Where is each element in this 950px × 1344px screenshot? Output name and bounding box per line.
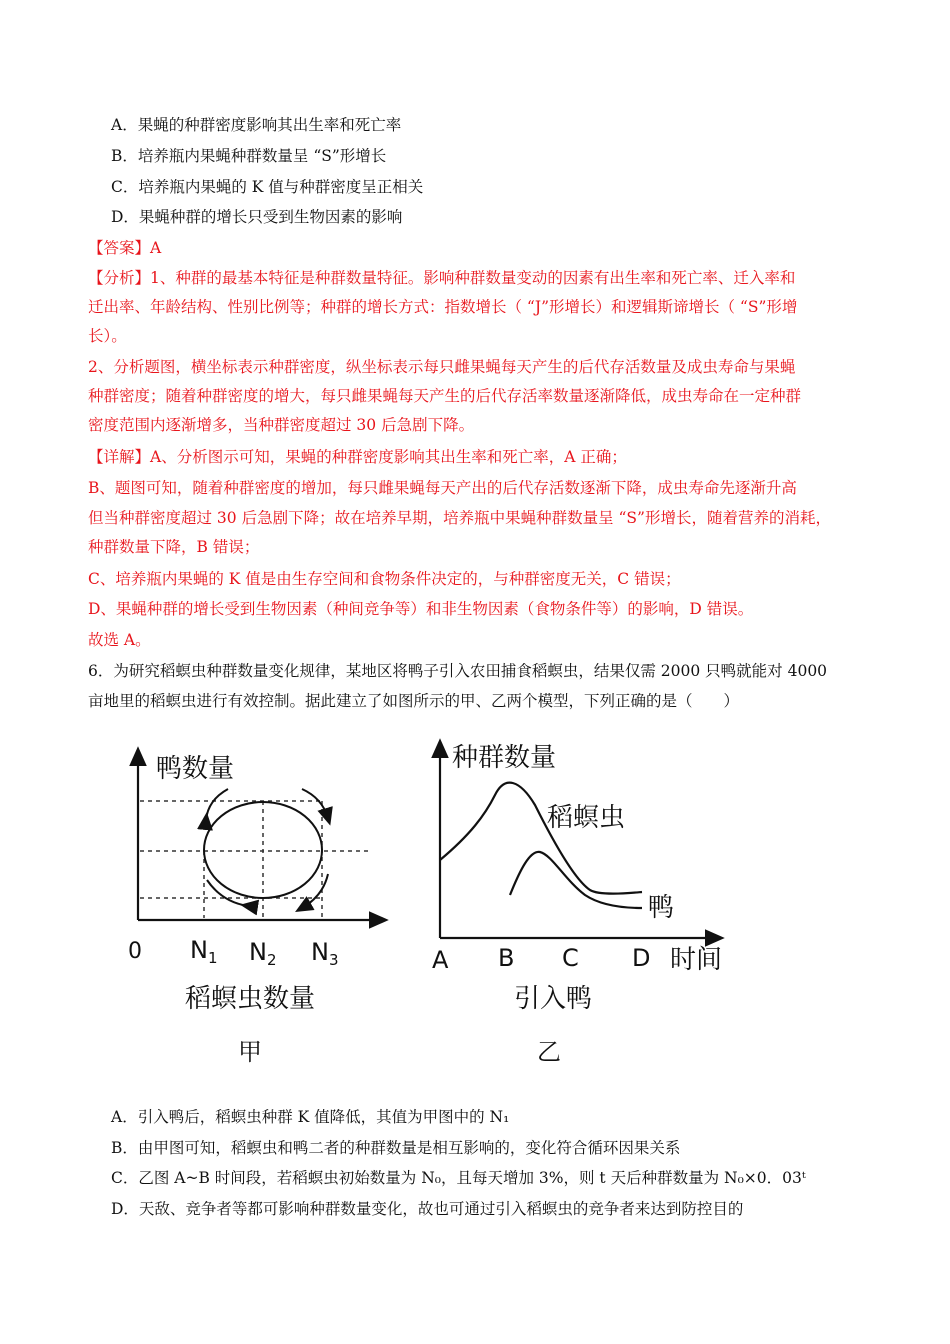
- analysis-line: 密度范围内逐渐增多，当种群密度超过 30 后急剧下降。: [88, 416, 475, 434]
- q5-option-d: D．果蝇种群的增长只受到生物因素的影响: [111, 208, 403, 226]
- jia-x-label: 稻螟虫数量: [185, 984, 316, 1014]
- q5-option-b: B．培养瓶内果蝇种群数量呈 “S”形增长: [111, 147, 387, 165]
- jia-cycle-arrow: [302, 874, 328, 908]
- detail-line: 【详解】A、分析图示可知，果蝇的种群密度影响其出生率和死亡率，A 正确；: [88, 448, 627, 466]
- detail-line: 但当种群密度超过 30 后急剧下降；故在培养早期，培养瓶中果蝇种群数量呈 “S”形增长，随着营养的消耗，: [88, 509, 831, 527]
- jia-tick-n3: $N_3$: [311, 938, 339, 969]
- yi-tick-b: B: [498, 944, 515, 972]
- q6-figures: [0, 730, 950, 1075]
- yi-note: 引入鸭: [514, 984, 593, 1014]
- jia-tick-n1: $N_1$: [190, 936, 218, 967]
- analysis-line: 【分析】1、种群的最基本特征是种群数量特征。影响种群数量变动的因素有出生率和死亡率、迁入率和: [88, 269, 796, 287]
- yi-curve1-label: 稻螟虫: [547, 803, 626, 833]
- q6-stem-line: 亩地里的稻螟虫进行有效控制。据此建立了如图所示的甲、乙两个模型，下列正确的是（ ）: [88, 692, 740, 710]
- jia-caption: 甲: [238, 1038, 262, 1066]
- jia-cycle-arrow: [206, 789, 228, 820]
- q6-option-b: B．由甲图可知，稻螟虫和鸭二者的种群数量是相互影响的，变化符合循环因果关系: [111, 1139, 681, 1157]
- q5-option-a: A．果蝇的种群密度影响其出生率和死亡率: [111, 116, 402, 134]
- jia-origin: 0: [128, 939, 142, 964]
- detail-line: B、题图可知，随着种群密度的增加，每只雌果蝇每天产出的后代存活数逐渐下降，成虫寿命先逐渐升高: [88, 479, 797, 497]
- yi-tick-c: C: [562, 944, 579, 972]
- jia-cycle-arrow: [207, 880, 248, 906]
- q6-stem-line: 6．为研究稻螟虫种群数量变化规律，某地区将鸭子引入农田捕食稻螟虫，结果仅需 2000 只鸭就能对 4000: [88, 662, 828, 680]
- yi-caption: 乙: [537, 1038, 561, 1066]
- figure-jia: [128, 754, 380, 1066]
- detail-line: D、果蝇种群的增长受到生物因素（种间竞争等）和非生物因素（食物条件等）的影响，D 错误。: [88, 600, 754, 618]
- yi-curve-duck: [510, 852, 642, 908]
- yi-curve-rice-borer: [440, 783, 642, 894]
- figure-yi: [432, 743, 722, 1066]
- yi-y-label: 种群数量: [452, 743, 557, 773]
- q6-option-d: D．天敌、竞争者等都可影响种群数量变化，故也可通过引入稻螟虫的竞争者来达到防控目的: [111, 1200, 744, 1218]
- q5-option-c: C．培养瓶内果蝇的 K 值与种群密度呈正相关: [111, 178, 424, 196]
- detail-line: 种群数量下降，B 错误；: [88, 538, 260, 556]
- detail-line: C、培养瓶内果蝇的 K 值是由生存空间和食物条件决定的，与种群密度无关，C 错误；: [88, 570, 681, 588]
- detail-line: 故选 A。: [88, 631, 151, 649]
- yi-tick-d: D: [632, 944, 651, 972]
- analysis-line: 迁出率、年龄结构、性别比例等；种群的增长方式：指数增长（ “J”形增长）和逻辑斯谛增长（ “S”形增: [88, 298, 798, 316]
- jia-cycle-arrow: [302, 789, 328, 818]
- yi-curve2-label: 鸭: [648, 893, 675, 923]
- yi-tick-a: A: [432, 946, 449, 974]
- analysis-line: 种群密度；随着种群密度的增大，每只雌果蝇每天产生的后代存活率数量逐渐降低，成虫寿命在一定种群: [88, 387, 802, 405]
- answer-line: 【答案】A: [88, 239, 162, 257]
- analysis-line: 2、分析题图，横坐标表示种群密度，纵坐标表示每只雌果蝇每天产生的后代存活数量及成虫寿命与果蝇: [88, 358, 796, 376]
- yi-x-label: 时间: [670, 945, 723, 975]
- jia-tick-n2: $N_2$: [249, 938, 277, 969]
- analysis-line: 长）。: [88, 327, 127, 345]
- q6-option-a: A．引入鸭后，稻螟虫种群 K 值降低，其值为甲图中的 N₁: [111, 1108, 510, 1126]
- jia-y-label: 鸭数量: [156, 754, 235, 784]
- q6-option-c: C．乙图 A~B 时间段，若稻螟虫初始数量为 N₀，且每天增加 3%，则 t 天后种群数量为 N₀×0．03ᵗ: [111, 1169, 806, 1187]
